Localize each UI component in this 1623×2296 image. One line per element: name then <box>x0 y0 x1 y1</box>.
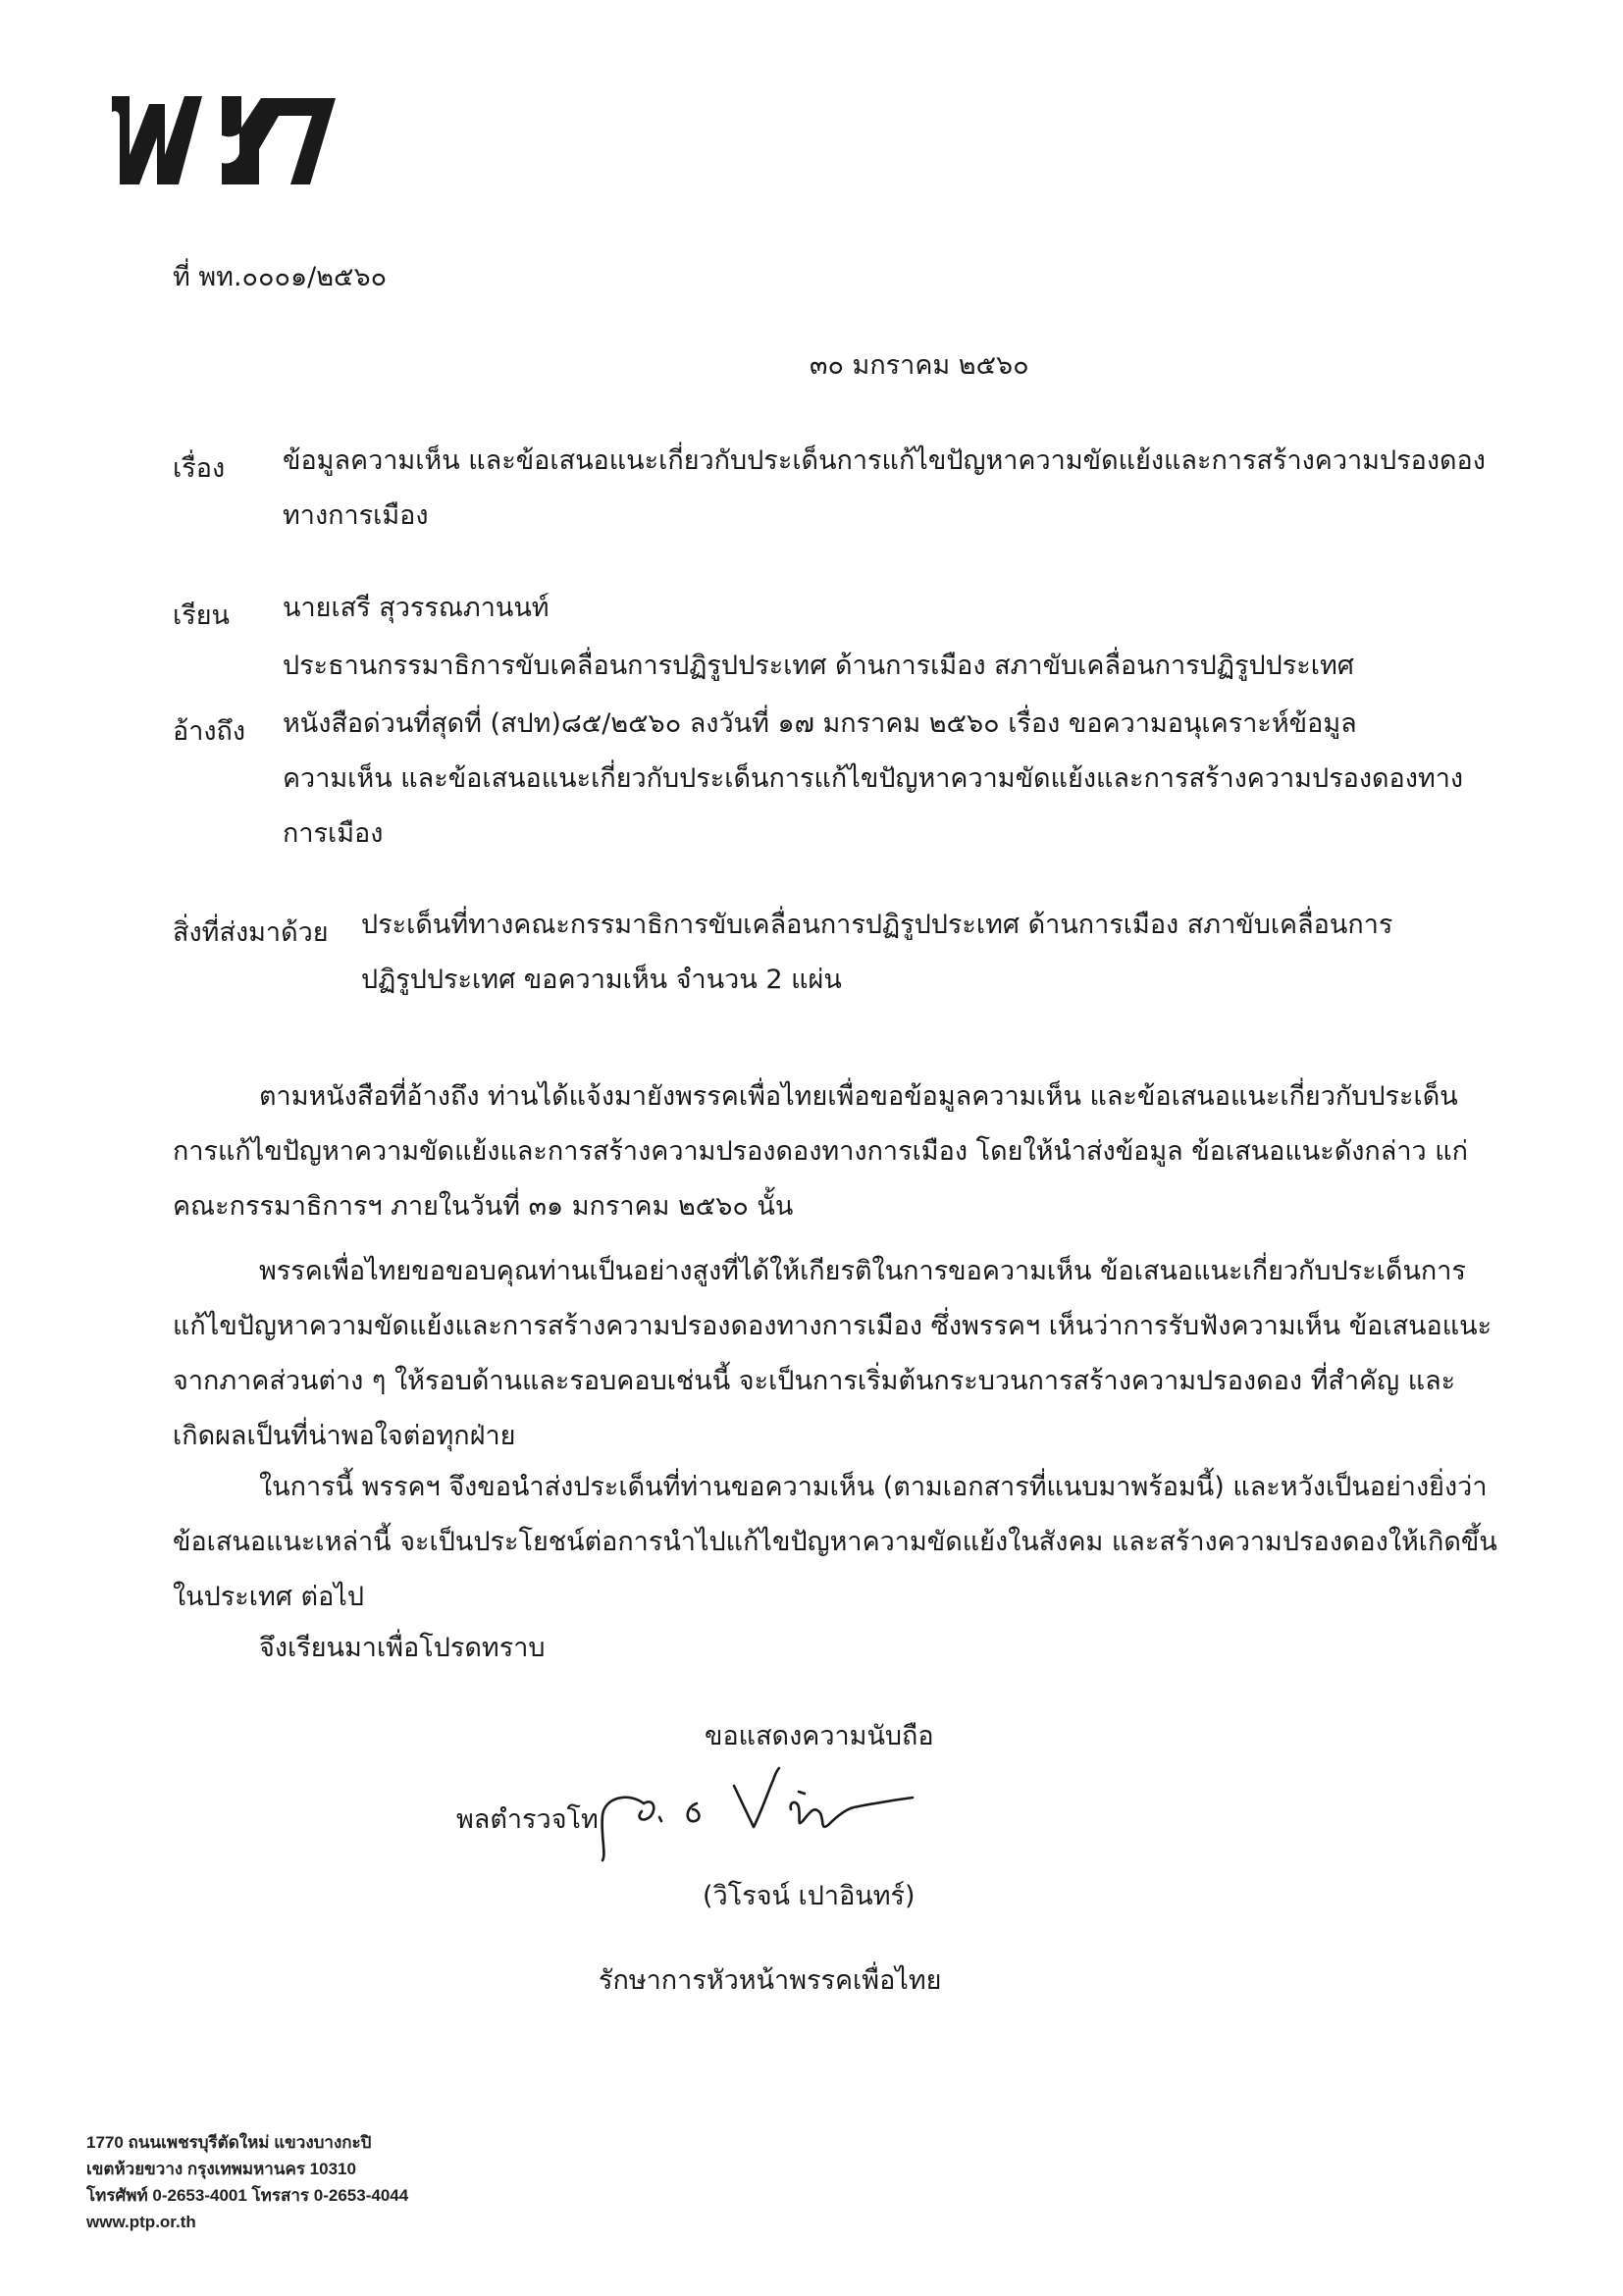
enclosure-line: ปฏิรูปประเทศ ขอความเห็น จำนวน 2 แผ่น <box>361 965 842 995</box>
body-line: ในการนี้ พรรคฯ จึงขอนำส่งประเด็นที่ท่านขอความเห็น (ตามเอกสารที่แนบมาพร้อมนี้) และหวังเป็นอย่างยิ่งว่า <box>259 1472 1488 1502</box>
recipient-label: เรียน <box>173 600 231 631</box>
subject-line: ข้อมูลความเห็น และข้อเสนอแนะเกี่ยวกับประเด็นการแก้ไขปัญหาความขัดแย้งและการสร้างความปรองดอง <box>283 445 1486 476</box>
body-line: คณะกรรมาธิการฯ ภายในวันที่ ๓๑ มกราคม ๒๕๖๐ นั้น <box>173 1191 794 1222</box>
handwritten-signature <box>589 1748 942 1866</box>
footer-address <box>86 2129 408 2235</box>
body-paragraph <box>173 1460 1497 1625</box>
letter-date: ๓๐ มกราคม ๒๕๖๐ <box>810 350 1029 381</box>
reference-line: หนังสือด่วนที่สุดที่ (สปท)๘๕/๒๕๖๐ ลงวันที่ ๑๗ มกราคม ๒๕๖๐ เรื่อง ขอความอนุเคราะห์ข้อมูล <box>283 708 1357 739</box>
signer-name: (วิโรจน์ เปาอินทร์) <box>703 1881 916 1911</box>
body-line: ในประเทศ ต่อไป <box>173 1582 364 1612</box>
enclosure-line: ประเด็นที่ทางคณะกรรมาธิการขับเคลื่อนการปฏิรูปประเทศ ด้านการเมือง สภาขับเคลื่อนการ <box>361 910 1393 940</box>
enclosure-text <box>361 898 1490 1008</box>
recipient-name: นายเสรี สุวรรณภานนท์ <box>283 593 550 623</box>
subject-text <box>283 434 1490 544</box>
reference-line: ความเห็น และข้อเสนอแนะเกี่ยวกับประเด็นการแก้ไขปัญหาความขัดแย้งและการสร้างความปรองดองทาง <box>283 763 1464 794</box>
signer-rank: พลตำรวจโท <box>456 1804 599 1835</box>
reference-number: ที่ พท.๐๐๐๑/๒๕๖๐ <box>173 262 388 292</box>
body-line: ตามหนังสือที่อ้างถึง ท่านได้แจ้งมายังพรรคเพื่อไทยเพื่อขอข้อมูลความเห็น และข้อเสนอแนะเกี่ยวกับประเด็น <box>259 1081 1458 1112</box>
body-paragraph <box>173 1070 1490 1234</box>
enclosure-label: สิ่งที่ส่งมาด้วย <box>173 917 329 948</box>
recipient-position: ประธานกรรมาธิการขับเคลื่อนการปฏิรูปประเทศ ด้านการเมือง สภาขับเคลื่อนการปฏิรูปประเทศ <box>283 651 1354 681</box>
body-line: แก้ไขปัญหาความขัดแย้งและการสร้างความปรองดองทางการเมือง ซึ่งพรรคฯ เห็นว่าการรับฟังความเห็น ข้อเสนอแนะ <box>173 1311 1492 1341</box>
body-line: จากภาคส่วนต่าง ๆ ให้รอบด้านและรอบคอบเช่นนี้ จะเป็นการเริ่มต้นกระบวนการสร้างความปรองดอง ที่สำคัญ และ <box>173 1366 1456 1396</box>
party-logo <box>106 94 337 186</box>
body-line: เกิดผลเป็นที่น่าพอใจต่อทุกฝ่าย <box>173 1421 516 1451</box>
body-line: พรรคเพื่อไทยขอขอบคุณท่านเป็นอย่างสูงที่ได้ให้เกียรติในการขอความเห็น ข้อเสนอแนะเกี่ยวกับประเด็นการ <box>259 1256 1466 1286</box>
reference-line: การเมือง <box>283 818 384 849</box>
body-line: ข้อเสนอแนะเหล่านี้ จะเป็นประโยชน์ต่อการนำไปแก้ไขปัญหาความขัดแย้งในสังคม และสร้างความปรองดองให้เกิดขึ้น <box>173 1527 1497 1557</box>
address-line: 1770 ถนนเพชรบุรีตัดใหม่ แขวงบางกะปิ <box>86 2133 372 2152</box>
subject-line: ทางการเมือง <box>283 500 429 531</box>
address-line: เขตห้วยขวาง กรุงเทพมหานคร 10310 <box>86 2160 356 2178</box>
subject-label: เรื่อง <box>173 453 226 484</box>
salutation: ขอแสดงความนับถือ <box>705 1721 934 1751</box>
reference-text <box>283 697 1490 861</box>
contact-line: โทรศัพท์ 0-2653-4001 โทรสาร 0-2653-4044 <box>86 2186 409 2205</box>
signer-title: รักษาการหัวหน้าพรรคเพื่อไทย <box>599 1965 942 1996</box>
closing-line: จึงเรียนมาเพื่อโปรดทราบ <box>259 1633 546 1663</box>
website-link[interactable]: www.ptp.or.th <box>86 2213 196 2231</box>
reference-label: อ้างถึง <box>173 716 246 747</box>
body-paragraph <box>173 1244 1490 1464</box>
body-line: การแก้ไขปัญหาความขัดแย้งและการสร้างความปรองดองทางการเมือง โดยให้นำส่งข้อมูล ข้อเสนอแนะดังกล่าว แก่ <box>173 1136 1468 1167</box>
